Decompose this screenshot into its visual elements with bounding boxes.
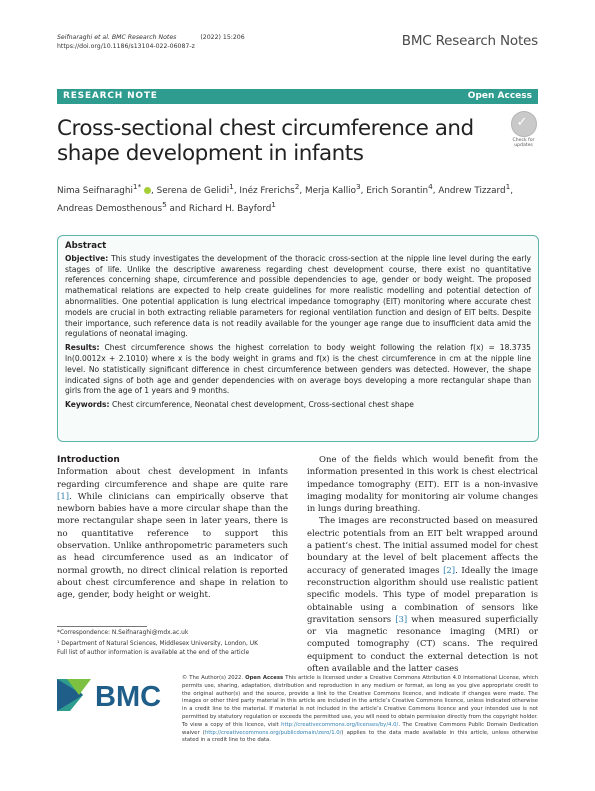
abstract-heading: Abstract [65, 241, 107, 251]
abstract-results [65, 343, 531, 397]
reference-link[interactable]: [3] [395, 614, 408, 625]
keywords-text: Chest circumference, Neonatal chest development, Cross-sectional chest shape [109, 400, 414, 410]
check-for-updates-badge[interactable] [509, 111, 538, 149]
license-link[interactable]: http://creativecommons.org/licenses/by/4.0/ [281, 721, 399, 728]
intro-text: Information about chest development in infants regarding circumference and shape are quite rare [57, 467, 288, 490]
abstract-objective [65, 254, 531, 340]
author-name[interactable]: , Andrew Tizzard [432, 185, 506, 196]
intro-heading: Introduction [57, 455, 120, 465]
body-text: . Ideally the image reconstruction algorithm should use realistic patient specific models. This type of model preparation is obtainable using a combination of sensors like gravitation sensors [307, 565, 538, 625]
bmc-logo [57, 675, 177, 715]
reference-link[interactable]: [1] [57, 491, 70, 502]
license-link[interactable]: http://creativecommons.org/publicdomain/zero/1.0/ [204, 729, 342, 736]
open-access-label: Open Access [467, 91, 532, 101]
author-name[interactable]: Andreas Demosthenous [57, 203, 163, 214]
intro-paragraph [57, 466, 288, 601]
author-affil-sup: 5 [162, 199, 167, 209]
body-column-right [307, 454, 538, 675]
author-name[interactable]: , Inéz Frerichs [233, 185, 295, 196]
bmc-logo-text: BMC [95, 681, 162, 713]
body-text: The images are reconstructed based on measured electric potentials from an EIT belt wrapped around a patient’s chest. The initial assumed model for chest boundary at the level of belt placement affects the accuracy of generated images [307, 516, 538, 576]
footnotes [57, 629, 288, 660]
author-affil-sup: 1 [505, 182, 511, 191]
bmc-logo-mark [57, 675, 177, 715]
keywords-label: Keywords: [65, 400, 110, 410]
author-affil-sup: 3 [355, 182, 361, 191]
body-paragraph [307, 515, 538, 675]
objective-label: Objective: [65, 253, 109, 263]
journal-name: BMC Research Notes [401, 33, 538, 49]
check-updates-icon: ✓ [511, 111, 537, 137]
results-text: Chest circumference shows the highest correlation to body weight following the relation f(x) = 18.3735 ln(0.0012x + 2.1010) where x is the body weight in grams and f(x) is the chest circumference in cm at the nipple line level. No statistically significant difference in chest circumference between genders was detected. However, the shape indicated signs of both age and gender dependencies with on average boys developing a more rectangular shape than girls from the age of 1 years and 9 months. [65, 343, 531, 396]
body-column-left [57, 454, 288, 602]
article-type-label: RESEARCH NOTE [63, 91, 158, 101]
author-list [57, 180, 538, 216]
author-name[interactable]: , Erich Sorantin [360, 185, 429, 196]
body-text: when measured superficially or via magnetic resonance imaging (MRI) or computed tomography (CT) scans. The required equipment to conduct the external detection is not often available and the latter cases [307, 614, 538, 675]
author-info-note: Full list of author information is available at the end of the article [57, 649, 250, 656]
orcid-icon[interactable] [144, 187, 151, 194]
correspondence-note: *Correspondence: N.Seifnaraghi@mdx.ac.uk [57, 630, 189, 636]
footnote-divider [57, 626, 147, 627]
citation-header [57, 33, 245, 51]
citation-year: (2022) 15:206 [200, 34, 245, 41]
author-affil-sup: 4 [428, 182, 433, 191]
author-affil-sup: 1 [229, 182, 234, 191]
author-affil-sup: 2 [294, 182, 300, 191]
license-text [182, 675, 538, 745]
body-paragraph: One of the fields which would benefit from the information presented in this work is chest electrical impedance tomography (EIT). EIT is a non-invasive imaging modality for monitoring air volume changes in lungs during breathing. [307, 455, 538, 515]
citation-authors: Seifnaraghi [57, 34, 93, 41]
doi-link[interactable]: https://doi.org/10.1186/s13104-022-06087-z [57, 43, 195, 50]
reference-link[interactable]: [2] [443, 565, 456, 576]
abstract-keywords [65, 400, 531, 411]
objective-text: This study investigates the development of the thoracic cross-section at the nipple line level during the early stages of life. Unlike the descriptive awareness regarding chest development course, there exist no quantitative references concerning shape, circumference and possible dependencies to age, gender or body weight. The proposed mathematical relations are expected to help create guidelines for more realistic modelling and potential detection of abnormalities. One potential application is lung electrical impedance tomography (EIT) monitoring where accurate chest models are crucial in both extracting reliable parameters for regional ventilation function and design of EIT belts. Despite their importance, such reference data is not readily available for the younger age range due to insufficient data amid the regulations of neonatal imaging. [65, 253, 531, 339]
results-label: Results: [65, 343, 100, 353]
license-open-access: Open Access [245, 675, 284, 681]
author-separator: , [510, 185, 514, 196]
article-type-banner [57, 89, 538, 104]
author-name[interactable]: , Serena de Gelidi [151, 185, 230, 196]
license-body: This article is licensed under a Creative Commons Attribution 4.0 International License, which permits use, sharing, adaptation, distribution and reproduction in any medium or format, as long as you give appropriate credit to the original author(s) and the source, provide a link to the Creative Commons licence, and indicate if changes were made. The images or other third party material in this article are included in the article’s Creative Commons licence, unless indicated otherwise in a credit line to the material. If material is not included in the article’s Creative Commons licence and your intended use is not permitted by statutory regulation or exceeds the permitted use, you will need to obtain permission directly from the copyright holder. To view a copy of this licence, visit [182, 675, 538, 728]
author-name[interactable]: and Richard H. Bayford [166, 203, 272, 214]
license-prefix: © The Author(s) 2022. [182, 675, 246, 681]
license-body: . The Creative Commons Public Domain Dedication waiver ( [182, 721, 538, 736]
affiliation-note: ¹ Department of Natural Sciences, Middlesex University, London, UK [57, 641, 258, 648]
check-updates-line1: Check for [512, 138, 535, 143]
author-affil-sup: 1* [132, 182, 142, 191]
article-title: Cross-sectional chest circumference and shape development in infants [57, 116, 474, 166]
license-body: ) applies to the data made available in this article, unless otherwise stated in a credit line to the data. [182, 729, 538, 744]
author-name[interactable]: Nima Seifnaraghi [57, 185, 133, 196]
intro-text: . While clinicians can empirically observe that newborn babies have a more circular shape than the more rectangular shape seen in later years, there is no quantitative reference to support this observation. Unlike anthropometric parameters such as head circumference used as an indicator of normal growth, no direct clinical relation is reported about chest circumference and shape in relation to age, gender, body height or weight. [57, 491, 288, 601]
author-name[interactable]: , Merja Kallio [299, 185, 356, 196]
author-affil-sup: 1 [271, 199, 276, 209]
abstract-box [57, 235, 539, 442]
check-updates-line2: updates [514, 143, 533, 148]
citation-journal: et al. BMC Research Notes [92, 34, 177, 41]
